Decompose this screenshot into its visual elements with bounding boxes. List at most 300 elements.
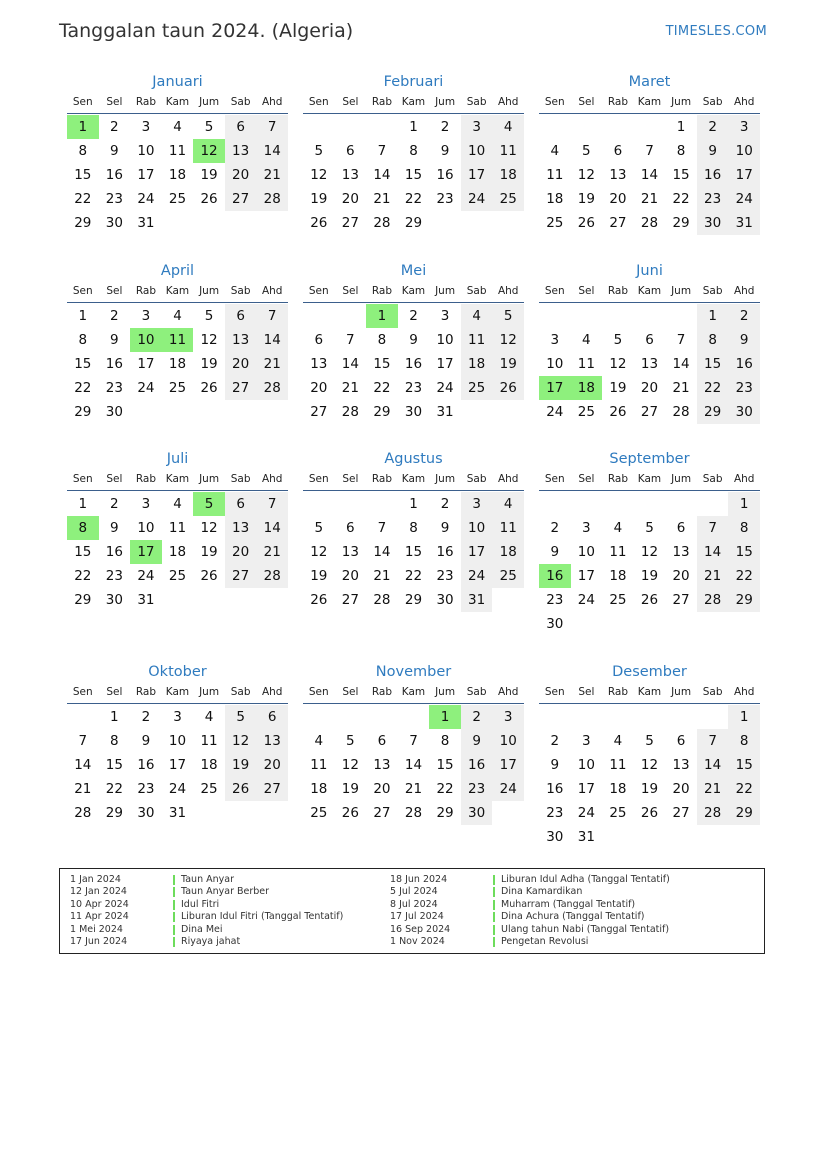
day-cell: 4 (204, 709, 214, 725)
weekday-label: Sab (466, 285, 487, 297)
weekday-label: Rab (607, 96, 628, 108)
legend-name: Taun Anyar (181, 874, 234, 885)
weekday-label: Rab (607, 473, 628, 485)
day-cell: 5 (204, 308, 214, 324)
empty-cell (335, 304, 367, 328)
weekday-label: Sel (106, 473, 123, 485)
day-cell: 23 (404, 380, 423, 396)
day-cell: 12 (310, 167, 328, 183)
legend-marker (173, 937, 175, 947)
day-cell: 31 (577, 829, 595, 845)
day-cell: 29 (373, 404, 391, 420)
brand-link[interactable]: TIMESLES.COM (665, 24, 767, 39)
day-cell: 30 (105, 215, 123, 231)
weekday-header (67, 95, 288, 114)
day-cell: 8 (78, 332, 88, 348)
day-cell: 2 (110, 496, 119, 512)
day-cell: 12 (609, 356, 627, 372)
day-cell: 20 (256, 753, 288, 777)
legend-marker (493, 900, 495, 910)
month-name: Oktober (148, 664, 207, 680)
day-cell: 1 (110, 709, 119, 725)
day-cell: 2 (697, 115, 729, 139)
day-cell: 11 (492, 139, 524, 163)
day-cell: 30 (404, 404, 423, 420)
day-cell: 3 (728, 115, 760, 139)
day-cell: 16 (105, 356, 123, 372)
month-name: September (609, 451, 690, 467)
weekday-label: Sen (72, 285, 93, 297)
day-cell: 5 (204, 119, 214, 135)
day-cell: 14 (672, 356, 690, 372)
day-cell: 4 (613, 733, 623, 749)
day-cell: 18 (310, 781, 328, 797)
day-cell: 1 (78, 308, 88, 324)
weekday-label: Jum (435, 473, 456, 485)
legend-item (70, 911, 390, 923)
weekday-label: Sel (106, 686, 123, 698)
day-cell: 6 (225, 115, 257, 139)
weekday-label: Kam (401, 96, 426, 108)
month-name: Maret (628, 74, 671, 90)
legend-item (70, 924, 390, 936)
weekday-label: Sen (308, 686, 329, 698)
legend-item (390, 886, 710, 898)
day-cell: 21 (640, 191, 659, 207)
legend-marker (173, 900, 175, 910)
day-cell: 6 (314, 332, 324, 348)
day-cell: 21 (697, 777, 729, 801)
day-cell: 8 (78, 143, 88, 159)
day-cell: 24 (577, 805, 595, 821)
day-cell: 8 (728, 729, 760, 753)
legend-marker (173, 875, 175, 885)
weekday-header (539, 95, 760, 114)
empty-cell (303, 492, 335, 516)
empty-cell (697, 705, 729, 729)
day-cell: 3 (141, 496, 151, 512)
day-cell: 29 (74, 215, 92, 231)
day-cell: 12 (225, 729, 257, 753)
day-cell: 8 (110, 733, 119, 749)
month-block (303, 663, 524, 825)
day-cell: 6 (645, 332, 654, 348)
day-cell: 19 (225, 753, 257, 777)
day-cell: 13 (640, 356, 659, 372)
month-block (539, 663, 760, 849)
day-cell: 3 (141, 308, 151, 324)
legend-date: 18 Jun 2024 (390, 874, 448, 885)
holiday-legend (59, 868, 765, 954)
day-cell: 15 (74, 356, 92, 372)
day-cell: 30 (697, 211, 729, 235)
day-cell: 19 (200, 544, 218, 560)
legend-date: 5 Jul 2024 (390, 886, 438, 898)
day-cell: 8 (409, 143, 418, 159)
legend-date: 1 Nov 2024 (390, 936, 445, 947)
day-cell: 16 (404, 356, 423, 372)
day-cell: 5 (314, 520, 324, 536)
day-grid (303, 304, 524, 424)
day-cell: 3 (461, 115, 493, 139)
day-cell: 6 (676, 733, 686, 749)
weekday-label: Kam (637, 285, 662, 297)
day-cell: 20 (310, 380, 328, 396)
day-cell: 12 (341, 757, 359, 773)
weekday-label: Jum (435, 285, 456, 297)
day-cell: 21 (256, 540, 288, 564)
empty-cell (571, 492, 603, 516)
weekday-header (67, 284, 288, 303)
day-cell: 2 (550, 733, 560, 749)
page-title: Tanggalan taun 2024. (Algeria) (59, 20, 354, 42)
day-cell: 13 (341, 167, 359, 183)
empty-cell (634, 705, 666, 729)
day-cell: 27 (225, 564, 257, 588)
day-grid (539, 115, 760, 235)
day-cell: 30 (436, 592, 454, 608)
day-cell: 25 (492, 187, 524, 211)
month-name: Februari (383, 74, 444, 90)
day-cell: 22 (697, 376, 729, 400)
day-cell: 18 (168, 167, 187, 183)
weekday-label: Sab (230, 473, 251, 485)
day-cell: 2 (409, 308, 418, 324)
day-cell: 16 (546, 781, 564, 797)
holiday-day: 12 (193, 139, 225, 163)
day-cell: 2 (550, 520, 560, 536)
day-cell: 20 (341, 568, 359, 584)
day-cell: 27 (609, 215, 627, 231)
day-cell: 24 (492, 777, 524, 801)
day-cell: 30 (105, 592, 123, 608)
day-cell: 7 (676, 332, 686, 348)
weekday-label: Ahd (733, 473, 755, 485)
empty-cell (665, 705, 697, 729)
day-cell: 23 (546, 805, 564, 821)
day-cell: 11 (200, 733, 218, 749)
day-cell: 8 (440, 733, 450, 749)
day-cell: 20 (640, 380, 659, 396)
day-grid (67, 492, 288, 612)
empty-cell (571, 705, 603, 729)
day-cell: 26 (492, 376, 524, 400)
empty-cell (539, 115, 571, 139)
day-cell: 16 (105, 167, 123, 183)
weekday-label: Sen (308, 96, 329, 108)
day-cell: 12 (200, 332, 218, 348)
day-cell: 15 (373, 356, 391, 372)
day-cell: 26 (341, 805, 359, 821)
day-cell: 5 (645, 520, 654, 536)
weekday-header (303, 95, 524, 114)
day-cell: 5 (492, 304, 524, 328)
weekday-label: Ahd (497, 285, 519, 297)
day-cell: 6 (613, 143, 623, 159)
legend-name: Muharram (Tanggal Tentatif) (501, 898, 636, 910)
day-cell: 29 (697, 400, 729, 424)
day-cell: 11 (492, 516, 524, 540)
empty-cell (539, 492, 571, 516)
day-cell: 15 (436, 757, 454, 773)
day-cell: 22 (74, 568, 92, 584)
day-cell: 4 (314, 733, 324, 749)
month-block (67, 450, 288, 612)
day-cell: 11 (168, 143, 187, 159)
day-cell: 28 (256, 376, 288, 400)
day-grid (303, 705, 524, 825)
month-block (67, 663, 288, 825)
day-cell: 27 (341, 592, 359, 608)
day-cell: 7 (409, 733, 418, 749)
weekday-label: Ahd (497, 686, 519, 698)
day-cell: 31 (461, 588, 493, 612)
day-cell: 2 (461, 705, 493, 729)
weekday-header (67, 472, 288, 491)
weekday-label: Jum (671, 473, 692, 485)
day-cell: 22 (436, 781, 454, 797)
weekday-label: Sel (578, 473, 595, 485)
empty-cell (665, 492, 697, 516)
day-cell: 4 (613, 520, 623, 536)
month-name: Mei (400, 263, 427, 279)
day-cell: 24 (137, 380, 155, 396)
month-block (303, 73, 524, 235)
day-cell: 16 (728, 352, 760, 376)
day-cell: 20 (672, 568, 690, 584)
day-cell: 14 (404, 757, 423, 773)
empty-cell (602, 705, 634, 729)
month-block (67, 73, 288, 235)
day-cell: 15 (404, 167, 423, 183)
day-cell: 21 (256, 163, 288, 187)
day-cell: 4 (173, 496, 182, 512)
day-cell: 30 (137, 805, 155, 821)
day-cell: 7 (78, 733, 88, 749)
day-cell: 17 (577, 568, 595, 584)
legend-name: Taun Anyar Berber (181, 886, 270, 898)
day-cell: 7 (256, 115, 288, 139)
day-cell: 1 (78, 496, 88, 512)
day-cell: 9 (697, 139, 729, 163)
day-cell: 12 (492, 328, 524, 352)
day-cell: 15 (728, 753, 760, 777)
legend-marker (493, 875, 495, 885)
day-cell: 17 (461, 540, 493, 564)
day-cell: 19 (310, 191, 328, 207)
day-grid (303, 115, 524, 235)
weekday-label: Jum (435, 686, 456, 698)
weekday-label: Rab (135, 686, 156, 698)
day-cell: 14 (74, 757, 92, 773)
day-cell: 30 (546, 829, 564, 845)
empty-cell (335, 115, 367, 139)
day-cell: 19 (310, 568, 328, 584)
weekday-label: Kam (637, 96, 662, 108)
day-cell: 26 (310, 215, 328, 231)
month-name: Januari (152, 74, 203, 90)
weekday-label: Kam (165, 96, 190, 108)
day-cell: 27 (256, 777, 288, 801)
weekday-label: Ahd (733, 686, 755, 698)
day-cell: 14 (373, 544, 391, 560)
day-cell: 6 (346, 520, 355, 536)
weekday-label: Jum (199, 686, 220, 698)
empty-cell (634, 115, 666, 139)
day-cell: 22 (672, 191, 690, 207)
weekday-label: Sel (342, 285, 359, 297)
day-cell: 10 (577, 544, 595, 560)
day-cell: 26 (200, 380, 218, 396)
holiday-day: 17 (539, 376, 571, 400)
day-cell: 21 (672, 380, 690, 396)
day-cell: 6 (676, 520, 686, 536)
holiday-day: 1 (67, 115, 99, 139)
day-cell: 22 (728, 564, 760, 588)
empty-cell (697, 492, 729, 516)
day-cell: 29 (74, 404, 92, 420)
day-cell: 1 (728, 492, 760, 516)
weekday-label: Sab (466, 686, 487, 698)
day-cell: 7 (697, 729, 729, 753)
day-cell: 28 (404, 805, 423, 821)
day-cell: 3 (461, 492, 493, 516)
day-cell: 2 (110, 119, 119, 135)
day-cell: 3 (492, 705, 524, 729)
day-cell: 9 (141, 733, 151, 749)
day-cell: 7 (697, 516, 729, 540)
day-cell: 13 (609, 167, 627, 183)
empty-cell (398, 705, 430, 729)
day-cell: 29 (728, 801, 760, 825)
day-cell: 8 (377, 332, 387, 348)
day-cell: 15 (74, 167, 92, 183)
day-cell: 22 (105, 781, 123, 797)
day-cell: 12 (200, 520, 218, 536)
day-cell: 15 (105, 757, 123, 773)
day-cell: 9 (440, 143, 450, 159)
weekday-label: Sab (702, 686, 723, 698)
month-block (303, 262, 524, 424)
day-cell: 25 (461, 376, 493, 400)
empty-cell (303, 304, 335, 328)
day-cell: 7 (256, 304, 288, 328)
holiday-day: 8 (67, 516, 99, 540)
day-cell: 13 (256, 729, 288, 753)
day-cell: 20 (225, 352, 257, 376)
day-cell: 17 (461, 163, 493, 187)
day-cell: 6 (346, 143, 355, 159)
day-cell: 17 (728, 163, 760, 187)
legend-marker (493, 887, 495, 897)
legend-name: Dina Kamardikan (501, 886, 583, 898)
day-cell: 24 (168, 781, 187, 797)
day-cell: 28 (373, 592, 391, 608)
day-cell: 6 (377, 733, 387, 749)
day-cell: 31 (168, 805, 187, 821)
day-cell: 9 (550, 757, 560, 773)
day-cell: 14 (256, 139, 288, 163)
day-cell: 4 (492, 492, 524, 516)
day-cell: 28 (672, 404, 690, 420)
day-cell: 19 (609, 380, 627, 396)
day-cell: 16 (436, 167, 454, 183)
weekday-label: Sab (702, 285, 723, 297)
day-cell: 19 (200, 167, 218, 183)
weekday-label: Jum (671, 686, 692, 698)
weekday-label: Rab (135, 96, 156, 108)
empty-cell (303, 115, 335, 139)
weekday-label: Jum (199, 96, 220, 108)
weekday-label: Sen (72, 96, 93, 108)
day-cell: 30 (546, 616, 564, 632)
day-cell: 23 (436, 568, 454, 584)
weekday-label: Sel (342, 473, 359, 485)
day-cell: 13 (225, 328, 257, 352)
empty-cell (602, 115, 634, 139)
day-cell: 11 (168, 520, 187, 536)
day-cell: 12 (577, 167, 595, 183)
day-cell: 28 (640, 215, 659, 231)
day-cell: 27 (225, 187, 257, 211)
weekday-label: Ahd (261, 686, 283, 698)
day-cell: 1 (409, 496, 418, 512)
legend-item (70, 874, 390, 886)
day-cell: 22 (404, 568, 423, 584)
day-cell: 7 (256, 492, 288, 516)
day-cell: 5 (225, 705, 257, 729)
day-cell: 31 (137, 215, 155, 231)
day-cell: 22 (373, 380, 391, 396)
day-cell: 31 (436, 404, 454, 420)
day-cell: 10 (546, 356, 564, 372)
day-cell: 15 (74, 544, 92, 560)
day-cell: 18 (492, 163, 524, 187)
legend-marker (493, 925, 495, 935)
legend-date: 17 Jul 2024 (390, 911, 444, 923)
day-cell: 20 (225, 163, 257, 187)
day-cell: 27 (373, 805, 391, 821)
weekday-label: Sab (702, 96, 723, 108)
day-cell: 12 (640, 544, 659, 560)
empty-cell (539, 705, 571, 729)
weekday-label: Rab (607, 285, 628, 297)
day-cell: 25 (168, 191, 187, 207)
month-name: April (160, 263, 195, 279)
day-cell: 14 (373, 167, 391, 183)
weekday-label: Rab (135, 473, 156, 485)
weekday-label: Kam (165, 686, 190, 698)
day-cell: 24 (577, 592, 595, 608)
day-cell: 21 (341, 380, 359, 396)
day-cell: 23 (137, 781, 155, 797)
legend-date: 16 Sep 2024 (390, 923, 451, 935)
holiday-day: 16 (539, 564, 571, 588)
weekday-label: Ahd (261, 473, 283, 485)
legend-date: 17 Jun 2024 (70, 936, 128, 947)
day-cell: 28 (74, 805, 92, 821)
day-cell: 14 (697, 540, 729, 564)
holiday-day: 5 (193, 492, 225, 516)
weekday-label: Sel (342, 96, 359, 108)
day-cell: 3 (582, 520, 591, 536)
day-cell: 9 (110, 520, 119, 536)
legend-item (70, 886, 390, 898)
holiday-day: 1 (429, 705, 461, 729)
weekday-label: Sen (308, 285, 329, 297)
day-cell: 2 (728, 304, 760, 328)
day-cell: 12 (640, 757, 659, 773)
